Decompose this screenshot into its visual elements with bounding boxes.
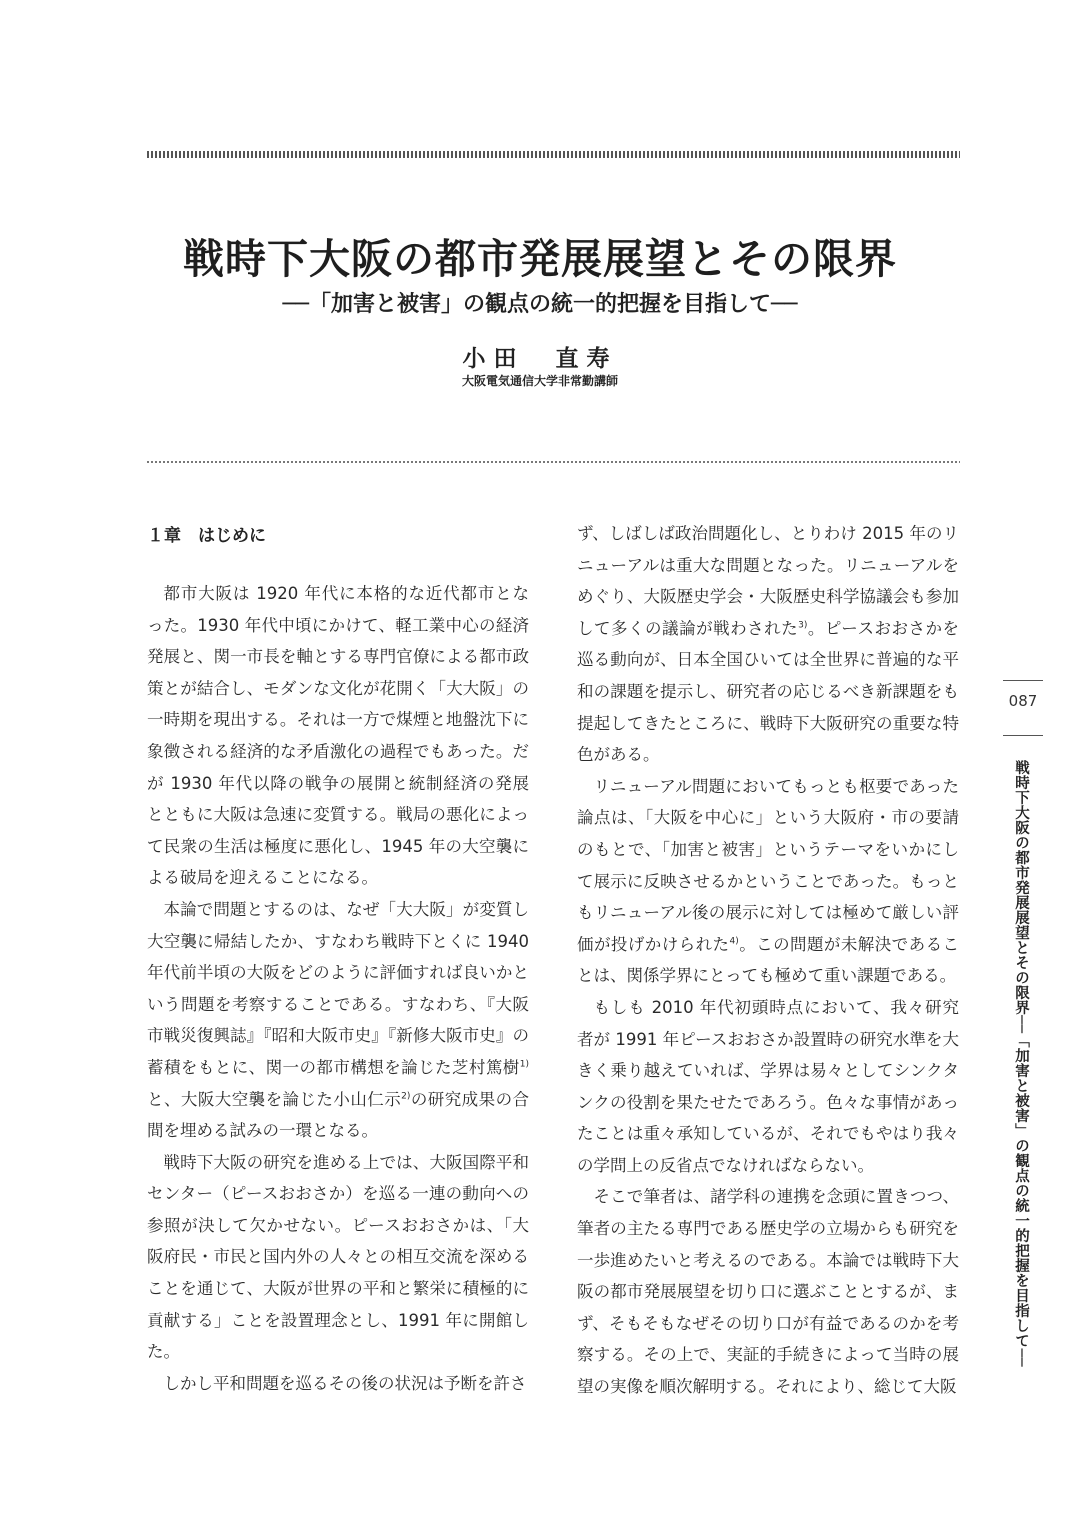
left-column xyxy=(147,518,529,1399)
paragraph-text: 都市大阪は 1920 年代に本格的な近代都市となった。1930 年代中頃にかけて、軽工業中心の経済発展と、関一市長を軸とする専門官僚による都市政策とが結合し、モダンな文化が花開く「大大阪」の一時期を現出する。それは一方で煤煙と地盤沈下に象徴される経済的な矛盾激化の過程でもあった。だが 1930 年代以降の戦争の展開と統制経済の発展とともに大阪は急速に変質する。戦局の悪化によって民衆の生活は極度に悪化し、1945 年の大空襲による破局を迎えることになる。 xyxy=(147,584,530,888)
paragraph-text: ず、しばしば政治問題化し、とりわけ 2015 年のリニューアルは重大な問題となった。リニューアルをめぐり、大阪歴史学会・大阪歴史科学協議会も参加して多くの議論が戦わされた xyxy=(577,524,959,638)
paragraph-text: 戦時下大阪の研究を進める上では、大阪国際平和センター（ピースおおさか）を巡る一連の動向への参照が決して欠かせない。ピースおおさかは、「大阪府民・市民と国内外の人々との相互交流を深めることを通じて、大阪が世界の平和と繁栄に積極的に貢献する」ことを設置理念とし、1991 年に開館した。 xyxy=(147,1152,529,1362)
paragraph-text: 本論で問題とするのは、なぜ「大大阪」が変質し大空襲に帰結したか、すなわち戦時下とくに 1940 年代前半頃の大阪をどのように評価すれば良いかという問題を考察することである。すなわち、『大阪市戦災復興誌』『昭和大阪市史』『新修大阪市史』の蓄積をもとに、関一の都市構想を論じた芝村篤樹 xyxy=(147,899,529,1077)
paragraph xyxy=(147,1368,529,1400)
paragraph xyxy=(147,894,529,1147)
section-heading: １章 はじめに xyxy=(147,526,266,546)
right-column-body xyxy=(577,518,959,1403)
paragraph-text: 。この問題が未解決であることは、関係学界にとっても極めて重い課題である。 xyxy=(577,934,960,986)
top-dotted-rule xyxy=(147,151,960,158)
paragraph xyxy=(577,771,959,992)
header-divider-rule xyxy=(147,461,960,463)
paragraph-text: リニューアル問題においてもっとも枢要であった論点は、「大阪を中心に」という大阪府・市の要請のもとで、「加害と被害」というテーマをいかにして展示に反映させるかということであった。もっともリニューアル後の展示に対しては極めて厳しい評価が投げかけられた xyxy=(577,776,959,954)
paragraph xyxy=(147,578,529,894)
paragraph xyxy=(577,518,959,771)
page-number-rule-bottom xyxy=(1003,735,1043,736)
right-column xyxy=(577,518,959,1403)
article-subtitle: ──「加害と被害」の観点の統一的把握を目指して── xyxy=(282,292,798,317)
footnote-ref: 3) xyxy=(798,620,808,631)
paragraph xyxy=(577,992,959,1182)
page-number: 087 xyxy=(1008,692,1038,710)
paragraph-text: しかし平和問題を巡るその後の状況は予断を許さ xyxy=(163,1373,527,1393)
author-name: 小田 直寿 xyxy=(462,346,618,372)
paragraph xyxy=(147,1147,529,1368)
paragraph-text: もしも 2010 年代初頭時点において、我々研究者が 1991 年ピースおおさか設置時の研究水準を大きく乗り越えていれば、学界は易々としてシンクタンクの役割を果たせたであろう。色々な事情があったことは重々承知しているが、それでもやはり我々の学問上の反省点でなければならない。 xyxy=(577,997,959,1175)
footnote-ref: 1) xyxy=(519,1059,529,1070)
author-affiliation: 大阪電気通信大学非常勤講師 xyxy=(461,374,618,388)
running-title: 戦時下大阪の都市発展展望とその限界──「加害と被害」の観点の統一的把握を目指して── xyxy=(1013,760,1029,1367)
footnote-ref: 2) xyxy=(401,1091,411,1101)
page-number-rule-top xyxy=(1003,680,1043,681)
paragraph-text: そこで筆者は、諸学科の連携を念頭に置きつつ、筆者の主たる専門である歴史学の立場からも研究を一歩進めたいと考えるのである。本論では戦時下大阪の都市発展展望を切り口に選ぶこととするが、まず、そもそもなぜその切り口が有益であるのかを考察する。その上で、実証的手続きによって当時の展望の実像を順次解明する。それにより、総じて大阪 xyxy=(577,1187,959,1397)
paragraph xyxy=(577,1181,959,1402)
paragraph-text: の研究成果の合間を埋める試みの一環となる。 xyxy=(147,1089,530,1141)
paragraph-text: 。ピースおおさかを巡る動向が、日本全国ひいては全世界に普遍的な平和の課題を提示し、研究者の応じるべき新課題をも提起してきたところに、戦時下大阪研究の重要な特色がある。 xyxy=(577,618,960,765)
paragraph-text: と、大阪大空襲を論じた小山仁示 xyxy=(147,1089,402,1109)
article-title: 戦時下大阪の都市発展展望とその限界 xyxy=(183,235,897,283)
left-column-body xyxy=(147,578,529,1399)
footnote-ref: 4) xyxy=(729,936,739,947)
